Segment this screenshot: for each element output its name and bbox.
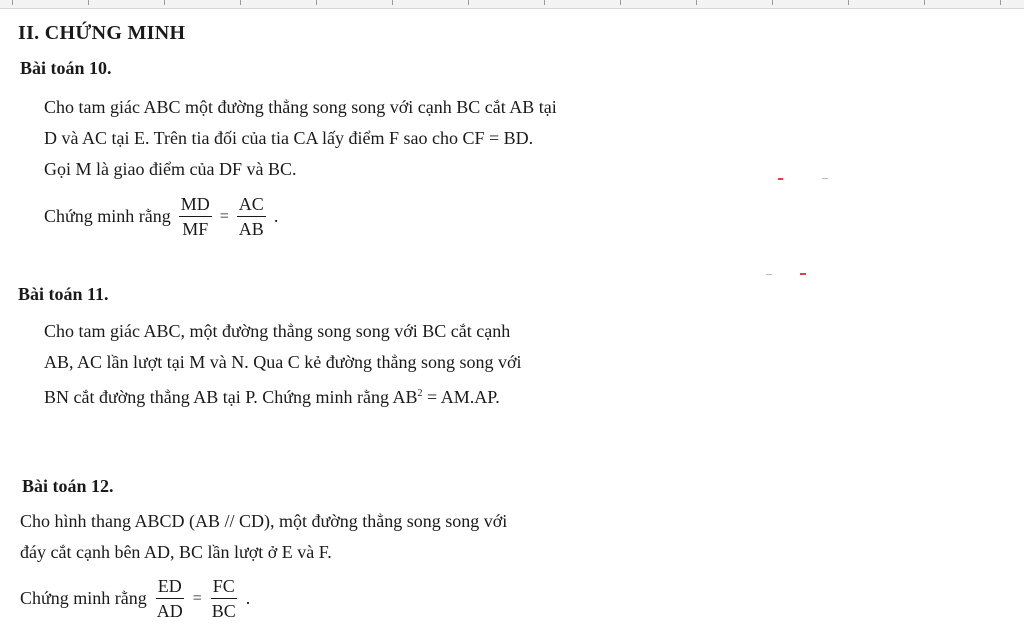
problem-text-line: Cho tam giác ABC, một đường thẳng song song với BC cắt cạnh [44, 321, 511, 341]
annotation-mark [800, 273, 806, 275]
document-page [0, 8, 1024, 636]
fraction-md-mf [179, 194, 212, 239]
ruler-tick [12, 0, 13, 5]
ruler-tick [88, 0, 89, 5]
problem-title: Bài toán 10. [20, 58, 112, 78]
equals-sign: = [219, 207, 229, 225]
ruler-tick [848, 0, 849, 5]
proof-prefix: Chứng minh rằng [44, 206, 171, 226]
line-text: BN cắt đường thẳng AB tại P. Chứng minh rằng AB [44, 387, 418, 407]
fraction-denominator: AB [238, 219, 264, 239]
ruler-tick [316, 0, 317, 5]
problem-text-line: Gọi M là giao điểm của DF và BC. [44, 159, 297, 179]
annotation-mark [778, 178, 783, 180]
fraction-denominator: AD [156, 601, 183, 621]
equals-sign: = [192, 589, 202, 607]
ruler-tick [164, 0, 165, 5]
ruler-tick [544, 0, 545, 5]
problem-title: Bài toán 11. [18, 284, 109, 304]
fraction-numerator: FC [211, 576, 237, 599]
section-heading: II. CHỨNG MINH [18, 22, 186, 44]
fraction-numerator: MD [179, 194, 212, 217]
proof-statement [44, 194, 278, 239]
line-text: = AM.AP. [422, 387, 500, 407]
ruler-tick [696, 0, 697, 5]
annotation-mark [822, 178, 828, 179]
fraction-ac-ab [237, 194, 266, 239]
ruler-tick [468, 0, 469, 5]
fraction-denominator: MF [182, 219, 209, 239]
period: . [273, 206, 279, 226]
proof-statement [20, 576, 250, 621]
problem-title: Bài toán 12. [22, 476, 114, 496]
annotation-mark [766, 274, 772, 275]
ruler-tick [772, 0, 773, 5]
period: . [245, 588, 251, 608]
ruler-tick [620, 0, 621, 5]
problem-text-line: D và AC tại E. Trên tia đối của tia CA lấy điểm F sao cho CF = BD. [44, 128, 534, 148]
ruler-tick [924, 0, 925, 5]
problem-text-line: AB, AC lần lượt tại M và N. Qua C kẻ đường thẳng song song với [44, 352, 522, 372]
fraction-numerator: ED [156, 576, 184, 599]
ruler-tick [240, 0, 241, 5]
proof-prefix: Chứng minh rằng [20, 588, 147, 608]
ruler-tick [392, 0, 393, 5]
fraction-numerator: AC [237, 194, 266, 217]
problem-text-line: Cho hình thang ABCD (AB // CD), một đường thẳng song song với [20, 511, 508, 531]
problem-text-line: đáy cắt cạnh bên AD, BC lần lượt ở E và F. [20, 542, 332, 562]
exponent: 2 [417, 388, 423, 399]
fraction-fc-bc [210, 576, 238, 621]
fraction-ed-ad [155, 576, 185, 621]
fraction-denominator: BC [211, 601, 236, 621]
problem-text-line: Cho tam giác ABC một đường thẳng song song với cạnh BC cắt AB tại [44, 97, 557, 117]
problem-text-line [44, 378, 706, 413]
ruler-tick [1000, 0, 1001, 5]
